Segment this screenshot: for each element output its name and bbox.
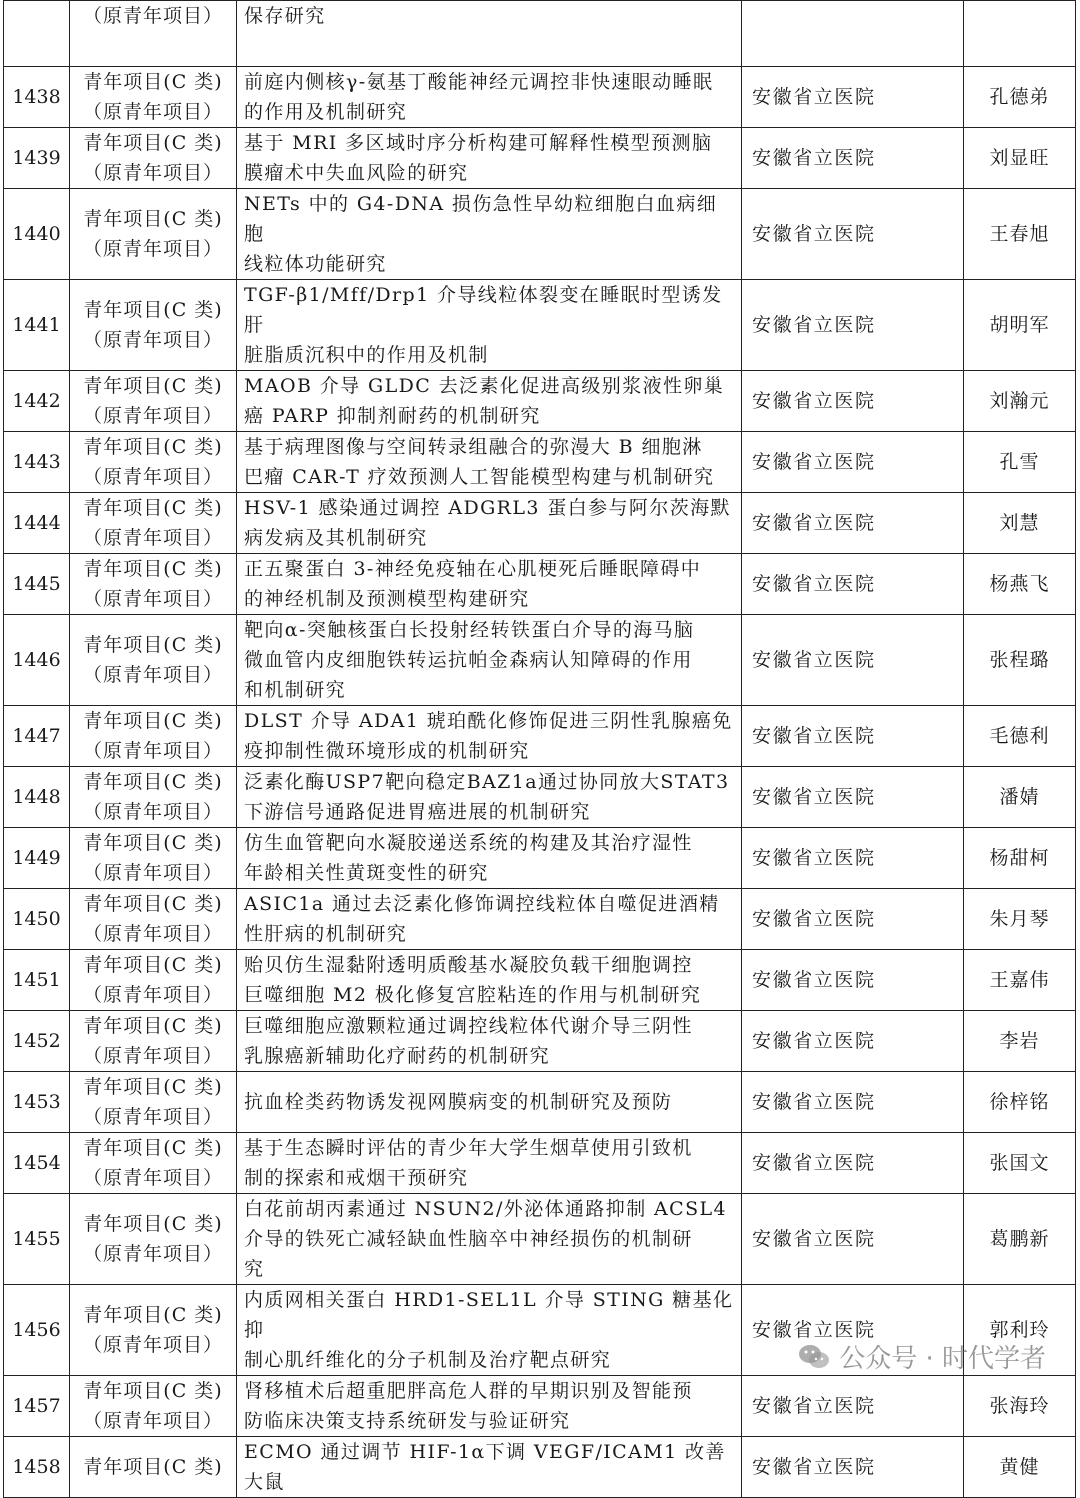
title-line: 脏脂质沉积中的作用及机制 <box>244 344 489 366</box>
category-line: （原青年项目） <box>82 1106 223 1128</box>
cell-number: 1453 <box>4 1072 70 1133</box>
cell-organization: 安徽省立医院 <box>742 1285 964 1376</box>
cell-number: 1452 <box>4 1011 70 1072</box>
cell-title <box>237 615 742 706</box>
cell-number: 1440 <box>4 189 70 280</box>
title-line: ECMO 通过调节 HIF-1α下调 VEGF/ICAM1 改善大鼠 <box>244 1441 726 1493</box>
cell-person: 刘显旺 <box>964 128 1076 189</box>
category-line: 青年项目(C 类) <box>83 208 223 230</box>
title-line: 仿生血管靶向水凝胶递送系统的构建及其治疗湿性 <box>244 832 693 854</box>
cell-title <box>237 1285 742 1376</box>
cell-organization: 安徽省立医院 <box>742 371 964 432</box>
cell-number: 1438 <box>4 67 70 128</box>
title-line: 肾移植术后超重肥胖高危人群的早期识别及智能预 <box>244 1380 693 1402</box>
cell-title <box>237 67 742 128</box>
table-row <box>4 615 1076 706</box>
title-line: 病发病及其机制研究 <box>244 527 428 549</box>
category-line: （原青年项目） <box>82 1410 223 1432</box>
category-line: 青年项目(C 类) <box>83 634 223 656</box>
cell-organization: 安徽省立医院 <box>742 615 964 706</box>
cell-category <box>70 1285 237 1376</box>
category-line: 青年项目(C 类) <box>83 893 223 915</box>
cell-title <box>237 280 742 371</box>
title-line: 巴瘤 CAR-T 疗效预测人工智能模型构建与机制研究 <box>244 466 715 488</box>
cell-category <box>70 1194 237 1285</box>
title-line: 靶向α-突触核蛋白长投射经转铁蛋白介导的海马脑 <box>244 619 695 641</box>
title-line: 泛素化酶USP7靶向稳定BAZ1a通过协同放大STAT3 <box>244 771 730 793</box>
title-line: 内质网相关蛋白 HRD1-SEL1L 介导 STING 糖基化抑 <box>244 1289 734 1341</box>
category-line: 青年项目(C 类) <box>83 832 223 854</box>
title-line: NETs 中的 G4-DNA 损伤急性早幼粒细胞白血病细胞 <box>244 193 718 245</box>
cell-title <box>237 493 742 554</box>
cell-title <box>237 1011 742 1072</box>
category-line: 青年项目(C 类) <box>83 771 223 793</box>
cell-organization: 安徽省立医院 <box>742 950 964 1011</box>
category-line: （原青年项目） <box>82 1045 223 1067</box>
category-line: （原青年项目） <box>82 984 223 1006</box>
cell-number: 1439 <box>4 128 70 189</box>
table-row <box>4 554 1076 615</box>
table-row <box>4 767 1076 828</box>
title-line: 巨噬细胞应激颗粒通过调控线粒体代谢介导三阴性 <box>244 1015 693 1037</box>
title-line: 白花前胡丙素通过 NSUN2/外泌体通路抑制 ACSL4 <box>244 1198 728 1220</box>
category-line: 青年项目(C 类) <box>83 1456 223 1478</box>
title-line: 基于生态瞬时评估的青少年大学生烟草使用引致机 <box>244 1137 693 1159</box>
table-row <box>4 189 1076 280</box>
category-line: （原青年项目） <box>82 466 223 488</box>
category-line: （原青年项目） <box>82 1243 223 1265</box>
cell-organization: 安徽省立医院 <box>742 1376 964 1437</box>
category-line: （原青年项目） <box>82 162 223 184</box>
category-line: （原青年项目） <box>82 238 223 260</box>
category-line: （原青年项目） <box>82 1334 223 1356</box>
title-line: 微血管内皮细胞铁转运抗帕金森病认知障碍的作用 <box>244 649 693 671</box>
table-row <box>4 1194 1076 1285</box>
cell-person: 李岩 <box>964 1011 1076 1072</box>
cell-category <box>70 432 237 493</box>
cell-organization: 安徽省立医院 <box>742 67 964 128</box>
cell-title <box>237 554 742 615</box>
cell-organization: 安徽省立医院 <box>742 189 964 280</box>
cell-person <box>964 1 1076 67</box>
cell-category <box>70 1133 237 1194</box>
category-line: 青年项目(C 类) <box>83 1076 223 1098</box>
title-line: ASIC1a 通过去泛素化修饰调控线粒体自噬促进酒精 <box>244 893 720 915</box>
category-line: 青年项目(C 类) <box>83 497 223 519</box>
cell-number: 1454 <box>4 1133 70 1194</box>
cell-person: 朱月琴 <box>964 889 1076 950</box>
cell-title <box>237 706 742 767</box>
cell-category <box>70 1 237 67</box>
category-line: （原青年项目） <box>82 862 223 884</box>
table-row <box>4 128 1076 189</box>
cell-category <box>70 280 237 371</box>
cell-category <box>70 706 237 767</box>
category-line: 青年项目(C 类) <box>83 1304 223 1326</box>
category-line: 青年项目(C 类) <box>83 954 223 976</box>
category-line: 青年项目(C 类) <box>83 1380 223 1402</box>
table-row <box>4 828 1076 889</box>
cell-organization: 安徽省立医院 <box>742 1011 964 1072</box>
title-line: 线粒体功能研究 <box>244 253 387 275</box>
category-line: （原青年项目） <box>82 329 223 351</box>
cell-organization: 安徽省立医院 <box>742 828 964 889</box>
title-line: MAOB 介导 GLDC 去泛素化促进高级别浆液性卵巢 <box>244 375 725 397</box>
category-line: 青年项目(C 类) <box>83 132 223 154</box>
title-line: TGF-β1/Mff/Drp1 介导线粒体裂变在睡眠时型诱发肝 <box>244 284 723 336</box>
cell-number: 1443 <box>4 432 70 493</box>
title-line: 贻贝仿生湿黏附透明质酸基水凝胶负载干细胞调控 <box>244 954 693 976</box>
cell-title <box>237 767 742 828</box>
cell-person: 杨燕飞 <box>964 554 1076 615</box>
cell-organization: 安徽省立医院 <box>742 889 964 950</box>
cell-number: 1446 <box>4 615 70 706</box>
table-row <box>4 280 1076 371</box>
table-row <box>4 706 1076 767</box>
cell-title <box>237 950 742 1011</box>
cell-person: 黄健 <box>964 1437 1076 1498</box>
title-line: 性肝病的机制研究 <box>244 923 408 945</box>
table-row <box>4 950 1076 1011</box>
cell-organization: 安徽省立医院 <box>742 280 964 371</box>
cell-number: 1444 <box>4 493 70 554</box>
cell-organization: 安徽省立医院 <box>742 767 964 828</box>
title-line: 巨噬细胞 M2 极化修复宫腔粘连的作用与机制研究 <box>244 984 702 1006</box>
category-line: （原青年项目） <box>82 588 223 610</box>
cell-person: 葛鹏新 <box>964 1194 1076 1285</box>
cell-number: 1449 <box>4 828 70 889</box>
category-line: （原青年项目） <box>82 923 223 945</box>
cell-title <box>237 189 742 280</box>
cell-organization: 安徽省立医院 <box>742 1437 964 1498</box>
cell-organization: 安徽省立医院 <box>742 128 964 189</box>
cell-category <box>70 493 237 554</box>
title-line: 癌 PARP 抑制剂耐药的机制研究 <box>244 405 541 427</box>
cell-number: 1445 <box>4 554 70 615</box>
category-line: （原青年项目） <box>82 5 223 27</box>
title-line: 正五聚蛋白 3-神经免疫轴在心肌梗死后睡眠障碍中 <box>244 558 702 580</box>
cell-category <box>70 889 237 950</box>
cell-title <box>237 371 742 432</box>
cell-category <box>70 615 237 706</box>
cell-person: 孔雪 <box>964 432 1076 493</box>
category-line: （原青年项目） <box>82 405 223 427</box>
cell-number: 1450 <box>4 889 70 950</box>
cell-organization: 安徽省立医院 <box>742 1072 964 1133</box>
cell-number: 1441 <box>4 280 70 371</box>
category-line: （原青年项目） <box>82 664 223 686</box>
category-line: （原青年项目） <box>82 1167 223 1189</box>
title-line: 抗血栓类药物诱发视网膜病变的机制研究及预防 <box>244 1091 673 1113</box>
cell-organization: 安徽省立医院 <box>742 1194 964 1285</box>
cell-title <box>237 128 742 189</box>
cell-title <box>237 1 742 67</box>
title-line: 介导的铁死亡减轻缺血性脑卒中神经损伤的机制研 <box>244 1228 693 1250</box>
cell-person: 张程璐 <box>964 615 1076 706</box>
table-row <box>4 493 1076 554</box>
table-row <box>4 1072 1076 1133</box>
cell-person: 孔德弟 <box>964 67 1076 128</box>
cell-number: 1455 <box>4 1194 70 1285</box>
cell-person: 张海玲 <box>964 1376 1076 1437</box>
category-line: 青年项目(C 类) <box>83 558 223 580</box>
category-line: 青年项目(C 类) <box>83 1137 223 1159</box>
cell-title <box>237 432 742 493</box>
table-row <box>4 1133 1076 1194</box>
category-line: 青年项目(C 类) <box>83 299 223 321</box>
title-line: 防临床决策支持系统研发与验证研究 <box>244 1410 571 1432</box>
cell-title <box>237 1194 742 1285</box>
title-line: 疫抑制性微环境形成的机制研究 <box>244 740 530 762</box>
cell-title <box>237 1072 742 1133</box>
title-line: 保存研究 <box>244 5 326 27</box>
cell-organization: 安徽省立医院 <box>742 706 964 767</box>
category-line: （原青年项目） <box>82 740 223 762</box>
cell-person: 刘慧 <box>964 493 1076 554</box>
cell-category <box>70 189 237 280</box>
cell-number: 1457 <box>4 1376 70 1437</box>
cell-number: 1456 <box>4 1285 70 1376</box>
cell-category <box>70 371 237 432</box>
category-line: （原青年项目） <box>82 801 223 823</box>
title-line: 的神经机制及预测模型构建研究 <box>244 588 530 610</box>
table-row <box>4 371 1076 432</box>
title-line: 年龄相关性黄斑变性的研究 <box>244 862 489 884</box>
cell-person: 潘婧 <box>964 767 1076 828</box>
cell-title <box>237 1437 742 1498</box>
category-line: 青年项目(C 类) <box>83 71 223 93</box>
project-table-body <box>4 1 1076 1498</box>
cell-number: 1442 <box>4 371 70 432</box>
table-row <box>4 1 1076 67</box>
table-row <box>4 1011 1076 1072</box>
cell-category <box>70 1011 237 1072</box>
watermark-text: 公众号 · 时代学者 <box>839 1344 1046 1374</box>
cell-category <box>70 1072 237 1133</box>
cell-number: 1458 <box>4 1437 70 1498</box>
cell-category <box>70 67 237 128</box>
project-table <box>3 0 1076 1498</box>
cell-number <box>4 1 70 67</box>
cell-person: 张国文 <box>964 1133 1076 1194</box>
cell-category <box>70 128 237 189</box>
cell-person: 刘瀚元 <box>964 371 1076 432</box>
title-line: 前庭内侧核γ-氨基丁酸能神经元调控非快速眼动睡眠 <box>244 71 714 93</box>
table-row <box>4 432 1076 493</box>
category-line: （原青年项目） <box>82 101 223 123</box>
title-line: 膜瘤术中失血风险的研究 <box>244 162 469 184</box>
table-row <box>4 67 1076 128</box>
cell-person: 王春旭 <box>964 189 1076 280</box>
table-row <box>4 889 1076 950</box>
table-row <box>4 1437 1076 1498</box>
cell-number: 1448 <box>4 767 70 828</box>
cell-person: 郭利玲 <box>964 1285 1076 1376</box>
category-line: （原青年项目） <box>82 527 223 549</box>
cell-organization: 安徽省立医院 <box>742 554 964 615</box>
category-line: 青年项目(C 类) <box>83 436 223 458</box>
category-line: 青年项目(C 类) <box>83 1015 223 1037</box>
cell-number: 1447 <box>4 706 70 767</box>
cell-title <box>237 828 742 889</box>
title-line: HSV-1 感染通过调控 ADGRL3 蛋白参与阿尔茨海默 <box>244 497 731 519</box>
title-line: 究 <box>244 1258 265 1280</box>
cell-category <box>70 1437 237 1498</box>
cell-number: 1451 <box>4 950 70 1011</box>
cell-organization: 安徽省立医院 <box>742 432 964 493</box>
cell-organization <box>742 1 964 67</box>
watermark <box>797 1338 1046 1375</box>
table-row <box>4 1376 1076 1437</box>
cell-title <box>237 889 742 950</box>
title-line: 下游信号通路促进胃癌进展的机制研究 <box>244 801 591 823</box>
cell-person: 徐梓铭 <box>964 1072 1076 1133</box>
cell-category <box>70 767 237 828</box>
cell-person: 杨甜柯 <box>964 828 1076 889</box>
cell-category <box>70 554 237 615</box>
cell-title <box>237 1133 742 1194</box>
title-line: 乳腺癌新辅助化疗耐药的机制研究 <box>244 1045 551 1067</box>
title-line: 制的探索和戒烟干预研究 <box>244 1167 469 1189</box>
cell-category <box>70 950 237 1011</box>
category-line: 青年项目(C 类) <box>83 375 223 397</box>
title-line: DLST 介导 ADA1 琥珀酰化修饰促进三阴性乳腺癌免 <box>244 710 733 732</box>
title-line: 基于 MRI 多区域时序分析构建可解释性模型预测脑 <box>244 132 713 154</box>
category-line: 青年项目(C 类) <box>83 710 223 732</box>
cell-organization: 安徽省立医院 <box>742 493 964 554</box>
category-line: 青年项目(C 类) <box>83 1213 223 1235</box>
title-line: 基于病理图像与空间转录组融合的弥漫大 B 细胞淋 <box>244 436 703 458</box>
title-line: 和机制研究 <box>244 679 347 701</box>
cell-title <box>237 1376 742 1437</box>
title-line: 的作用及机制研究 <box>244 101 408 123</box>
cell-person: 王嘉伟 <box>964 950 1076 1011</box>
cell-organization: 安徽省立医院 <box>742 1133 964 1194</box>
cell-category <box>70 828 237 889</box>
cell-person: 毛德利 <box>964 706 1076 767</box>
cell-person: 胡明军 <box>964 280 1076 371</box>
cell-category <box>70 1376 237 1437</box>
title-line: 制心肌纤维化的分子机制及治疗靶点研究 <box>244 1349 612 1371</box>
wechat-icon <box>797 1343 831 1371</box>
